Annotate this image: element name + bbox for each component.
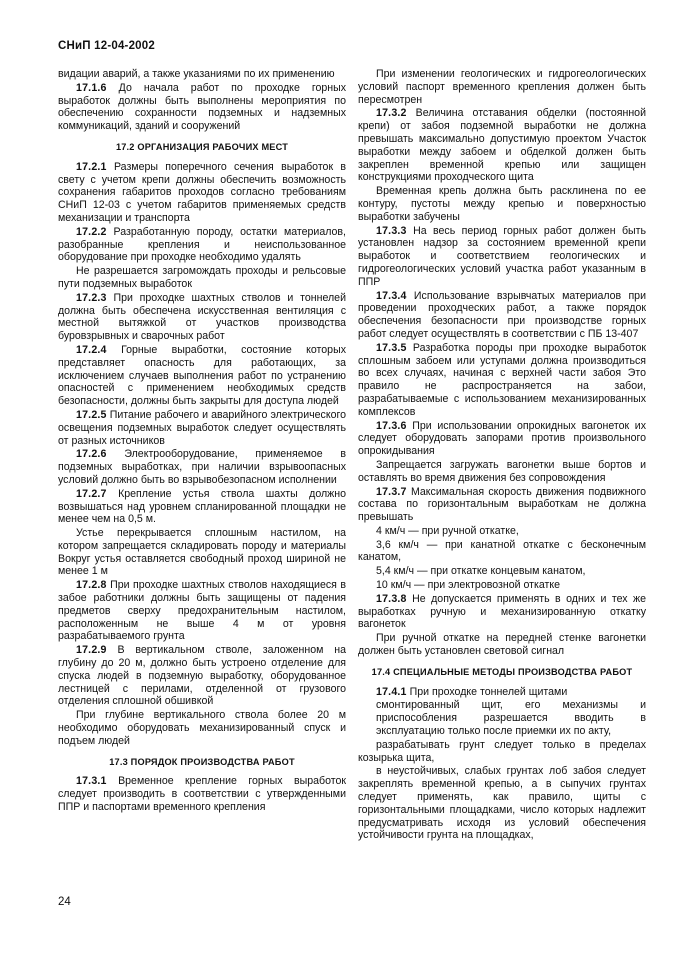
paragraph bbox=[58, 265, 346, 291]
clause-text: На весь период горных работ должен быть установлен надзор за состоянием временной крепи выработок и соответствием геологических и гидрогеологических условий участка работ указанным в ППР bbox=[358, 224, 647, 288]
speed-item: 10 км/ч — при электровозной откатке bbox=[376, 579, 560, 592]
clause-17-3-2 bbox=[358, 107, 646, 184]
clause-number: 17.3.2 bbox=[376, 107, 407, 120]
list-item-text: смонтированный щит, его механизмы и приспособления разрешается вводить в эксплуатацию только после приемки их по акту, bbox=[376, 699, 646, 738]
paragraph bbox=[358, 632, 646, 658]
paragraph-text: При изменении геологических и гидрогеологических условий паспорт временного крепления должен быть пересмотрен bbox=[358, 68, 646, 106]
clause-number: 17.3.1 bbox=[76, 775, 107, 788]
clause-number: 17.4.1 bbox=[376, 685, 407, 698]
clause-text: Максимальная скорость движения подвижного состава по горизонтальным выработкам не должна превышать bbox=[358, 485, 646, 524]
clause-17-2-2 bbox=[58, 226, 346, 264]
clause-number: 17.3.8 bbox=[376, 592, 407, 605]
clause-17-2-8 bbox=[58, 579, 346, 643]
clause-text: В вертикальном стволе, заложенном на глубину до 20 м, должно быть устроено отделение для спуска людей в подземную выработку, оборудованное лестницей с перилами, отделенной от грузового отделения сплошной обшивкой bbox=[58, 644, 346, 708]
list-item-text: в неустойчивых, слабых грунтах лоб забоя следует закреплять временной крепью, а в сыпучих грунтах следует применять, как правило, щиты с горизонтальными площадками, число которых надлежит предусматривать исходя из условий обеспечения устойчивости грунта на площадках, bbox=[358, 765, 646, 842]
paragraph bbox=[358, 459, 646, 485]
clause-text: Разработанную породу, остатки материалов, разобранные крепления и неиспользованное оборудование при проходке необходимо удалять bbox=[58, 225, 346, 264]
clause-17-3-4 bbox=[358, 290, 646, 341]
clause-number: 17.2.8 bbox=[76, 579, 107, 592]
clause-17-3-6 bbox=[358, 420, 646, 458]
clause-17-2-4 bbox=[58, 344, 346, 408]
list-item bbox=[358, 739, 646, 765]
clause-number: 17.3.6 bbox=[376, 419, 407, 432]
clause-text: До начала работ по проходке горных выработок должны быть выполнены мероприятия по обеспечению сохранности подземных и надземных коммуникаций, зданий и сооружений bbox=[58, 81, 346, 133]
clause-text: При проходке шахтных стволов находящиеся в забое работники должны быть защищены от падения предметов сверху предохранительным настилом, расположенным не выше 4 м от уровня разрабатываемого грунта bbox=[58, 579, 346, 643]
paragraph bbox=[58, 709, 346, 747]
paragraph-text: При глубине вертикального ствола более 20 м необходимо оборудовать механизированный спуск и подъем людей bbox=[58, 709, 346, 747]
clause-text: Временное крепление горных выработок следует производить в соответствии с утвержденными ППР и паспортами временного крепления bbox=[58, 775, 346, 814]
paragraph-text: Не разрешается загромождать проходы и рельсовые пути подземных выработок bbox=[58, 265, 346, 290]
clause-number: 17.2.2 bbox=[76, 225, 107, 238]
clause-17-2-1 bbox=[58, 161, 346, 225]
paragraph-text: Устье перекрывается сплошным настилом, на котором запрещается складировать породу и материалы Вокруг устья оставляется свободный проход шириной не менее 1 м bbox=[58, 527, 346, 578]
clause-text: Горные выработки, состояние которых представляет опасность для работающих, за исключением случаев выполнения работ по устранению опасностей с применением необходимых средств безопасности, должны быть закрыты для доступа людей bbox=[58, 343, 346, 408]
clause-number: 17.1.6 bbox=[76, 81, 107, 94]
clause-17-2-3 bbox=[58, 292, 346, 343]
paragraph-text: Временная крепь должна быть расклинена по ее контуру, пустоты между крепью и поверхностью выработки забучены bbox=[358, 185, 646, 223]
clause-number: 17.2.4 bbox=[76, 343, 107, 356]
paragraph-text: Запрещается загружать вагонетки выше бортов и оставлять во время движения без сопровождения bbox=[358, 458, 646, 484]
clause-text: Размеры поперечного сечения выработок в свету с учетом крепи должны обеспечить возможность сохранения габаритов проходов согласно требованиям СНиП 12-03 с учетом габаритов применяемых средств механизации и транспорта bbox=[58, 160, 346, 224]
clause-text: Использование взрывчатых материалов при проведении проходческих работ, а также порядок обеспечения безопасности при производстве горных работ следует осуществлять в соответствии с ПБ 13-407 bbox=[358, 289, 646, 340]
speed-item: 4 км/ч — при ручной откатке, bbox=[376, 524, 519, 537]
list-item bbox=[358, 765, 646, 842]
clause-text: Питание рабочего и аварийного электрического освещения подземных выработок следует осуществлять от разных источников bbox=[58, 408, 346, 447]
paragraph bbox=[358, 185, 646, 223]
clause-text: При проходке тоннелей щитами bbox=[409, 685, 568, 698]
clause-text: Величина отставания обделки (постоянной крепи) от забоя подземной выработки не должна превышать максимально допустимую проектом Участок выработки между забоем и обделкой должен быть закреплен временной крепью или защищен конструкциями проходческого щита bbox=[358, 107, 646, 184]
paragraph bbox=[58, 68, 346, 81]
running-header: СНиП 12-04-2002 bbox=[58, 40, 155, 52]
clause-number: 17.2.6 bbox=[76, 448, 107, 461]
clause-17-2-5 bbox=[58, 409, 346, 447]
paragraph-text: видации аварий, а также указаниями по их применению bbox=[58, 68, 335, 80]
paragraph bbox=[358, 68, 646, 106]
left-column bbox=[58, 68, 346, 815]
clause-17-4-1 bbox=[358, 686, 646, 699]
clause-17-2-9 bbox=[58, 644, 346, 708]
clause-number: 17.3.5 bbox=[376, 341, 407, 354]
clause-number: 17.2.3 bbox=[76, 291, 107, 304]
clause-17-3-5 bbox=[358, 342, 646, 419]
clause-number: 17.3.4 bbox=[376, 289, 407, 302]
clause-number: 17.3.3 bbox=[376, 224, 407, 237]
speed-item-text: 3,6 км/ч — при канатной откатке с бесконечным канатом, bbox=[358, 538, 646, 564]
speed-item: 5,4 км/ч — при откатке концевым канатом, bbox=[376, 565, 586, 578]
section-heading-17-2: 17.2 ОРГАНИЗАЦИЯ РАБОЧИХ МЕСТ bbox=[115, 141, 289, 152]
clause-17-3-3 bbox=[358, 225, 646, 289]
list-item bbox=[358, 699, 646, 737]
clause-text: Не допускается применять в одних и тех же выработках ручную и механизированную откатку вагонеток bbox=[358, 592, 646, 631]
clause-17-3-7 bbox=[358, 486, 646, 524]
page-number: 24 bbox=[58, 896, 71, 908]
clause-number: 17.2.1 bbox=[76, 160, 107, 173]
clause-number: 17.2.7 bbox=[76, 487, 107, 500]
clause-17-2-6 bbox=[58, 448, 346, 486]
clause-17-2-7 bbox=[58, 488, 346, 526]
clause-17-3-8 bbox=[358, 593, 646, 631]
clause-text: Электрооборудование, применяемое в подземных выработках, при наличии взрывоопасных условий должно быть во взрывобезопасном исполнении bbox=[58, 448, 346, 486]
clause-number: 17.2.9 bbox=[76, 644, 107, 657]
list-item-text: разрабатывать грунт следует только в пределах козырька щита, bbox=[358, 738, 646, 764]
clause-number: 17.2.5 bbox=[76, 408, 107, 421]
clause-17-3-1 bbox=[58, 775, 346, 813]
section-heading-17-3: 17.3 ПОРЯДОК ПРОИЗВОДСТВА РАБОТ bbox=[109, 756, 295, 767]
clause-text: Крепление устья ствола шахты должно возвышаться над уровнем спланированной площадки не менее чем на 0,5 м. bbox=[58, 487, 346, 526]
clause-text: При проходке шахтных стволов и тоннелей должна быть обеспечена искусственная вентиляция с местной вытяжкой от участков производства буровзрывных и сварочных работ bbox=[58, 291, 346, 343]
right-column bbox=[358, 68, 646, 843]
clause-text: Разработка породы при проходке выработок сплошным забоем или уступами должна производиться во всех случаях, начиная с верхней части забоя Это правило не распространяется на забои, разрабатываемые с использованием механизированных комплексов bbox=[358, 341, 646, 418]
speed-item bbox=[358, 539, 646, 565]
paragraph-text: При ручной откатке на передней стенке вагонетки должен быть установлен световой сигнал bbox=[358, 632, 646, 658]
paragraph bbox=[58, 527, 346, 578]
section-heading-17-4: 17.4 СПЕЦИАЛЬНЫЕ МЕТОДЫ ПРОИЗВОДСТВА РАБОТ bbox=[371, 666, 633, 677]
clause-text: При использовании опрокидных вагонеток их следует оборудовать запорами против произвольного опрокидывания bbox=[358, 419, 646, 458]
clause-17-1-6 bbox=[58, 82, 346, 133]
clause-number: 17.3.7 bbox=[376, 485, 407, 498]
